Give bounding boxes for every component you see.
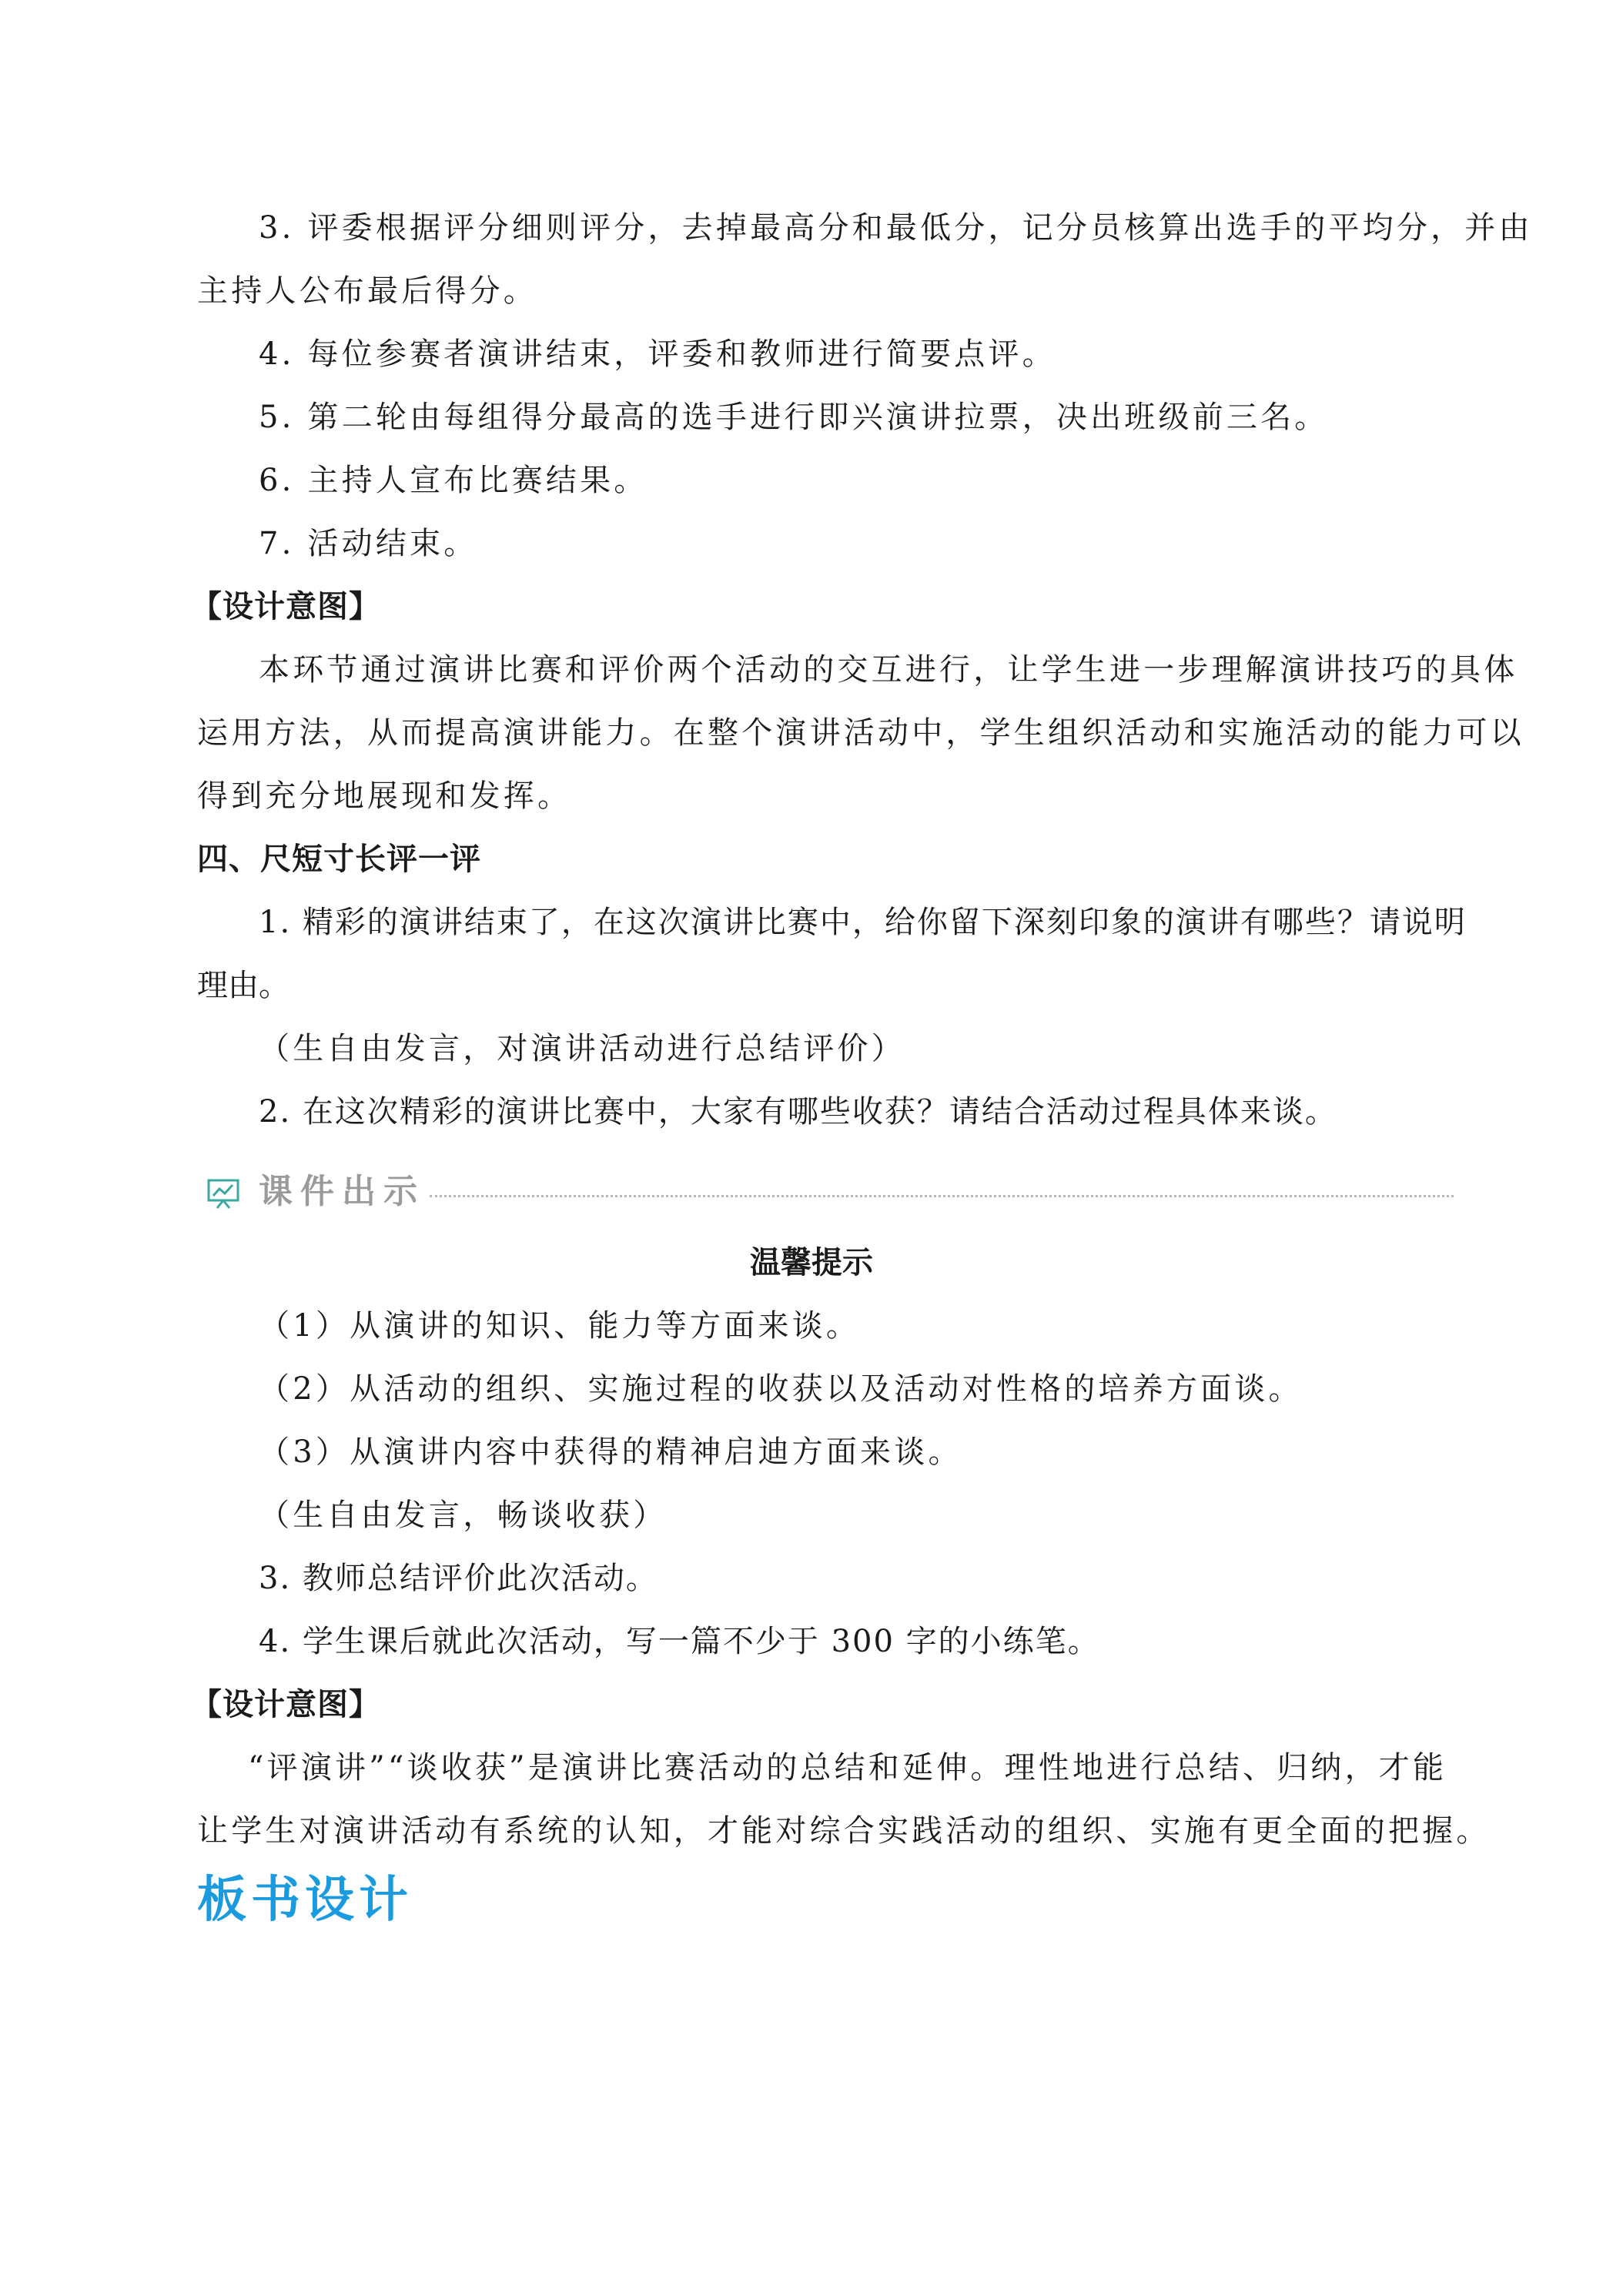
design-intent2-line1: “评演讲”“谈收获”是演讲比赛活动的总结和延伸。理性地进行总结、归纳，才能 xyxy=(248,1750,1447,1786)
presentation-board-icon xyxy=(206,1176,240,1210)
step5: 5. 第二轮由每组得分最高的选手进行即兴演讲拉票，决出班级前三名。 xyxy=(259,400,1329,435)
design-intent-heading-2: 【设计意图】 xyxy=(191,1687,380,1722)
step4: 4. 每位参赛者演讲结束，评委和教师进行简要点评。 xyxy=(259,336,1056,372)
design-intent-line2: 运用方法，从而提高演讲能力。在整个演讲活动中，学生组织活动和实施活动的能力可以 xyxy=(197,715,1524,751)
tips-title: 温馨提示 xyxy=(750,1245,873,1280)
step6: 6. 主持人宣布比赛结果。 xyxy=(259,463,648,498)
tip2: （2）从活动的组织、实施过程的收获以及活动对性格的培养方面谈。 xyxy=(259,1371,1303,1407)
question3: 3. 教师总结评价此次活动。 xyxy=(259,1561,658,1596)
courseware-banner xyxy=(206,1172,1454,1217)
question2: 2. 在这次精彩的演讲比赛中，大家有哪些收获？请结合活动过程具体来谈。 xyxy=(259,1094,1337,1130)
dotted-divider xyxy=(430,1195,1454,1197)
step3-line1: 3. 评委根据评分细则评分，去掉最高分和最低分，记分员核算出选手的平均分，并由 xyxy=(259,210,1533,246)
design-intent-heading: 【设计意图】 xyxy=(191,589,380,624)
question4: 4. 学生课后就此次活动，写一篇不少于 300 字的小练笔。 xyxy=(259,1624,1100,1659)
design-intent-line1: 本环节通过演讲比赛和评价两个活动的交互进行，让学生进一步理解演讲技巧的具体 xyxy=(259,652,1518,688)
note1: （生自由发言，对演讲活动进行总结评价） xyxy=(259,1031,905,1066)
design-intent-line3: 得到充分地展现和发挥。 xyxy=(197,778,572,814)
note2: （生自由发言，畅谈收获） xyxy=(259,1498,668,1533)
board-design-title: 板书设计 xyxy=(197,1872,413,1929)
tip3: （3）从演讲内容中获得的精神启迪方面来谈。 xyxy=(259,1434,962,1470)
design-intent2-line2: 让学生对演讲活动有系统的认知，才能对综合实践活动的组织、实施有更全面的把握。 xyxy=(197,1813,1491,1849)
section4-heading: 四、尺短寸长评一评 xyxy=(197,842,481,877)
question1-line1: 1. 精彩的演讲结束了，在这次演讲比赛中，给你留下深刻印象的演讲有哪些？请说明 xyxy=(259,905,1467,940)
step7: 7. 活动结束。 xyxy=(259,526,478,561)
tip1: （1）从演讲的知识、能力等方面来谈。 xyxy=(259,1308,861,1344)
question1-line2: 理由。 xyxy=(197,968,289,1003)
courseware-label: 课件出示 xyxy=(259,1172,425,1211)
step3-line2: 主持人公布最后得分。 xyxy=(197,273,537,309)
